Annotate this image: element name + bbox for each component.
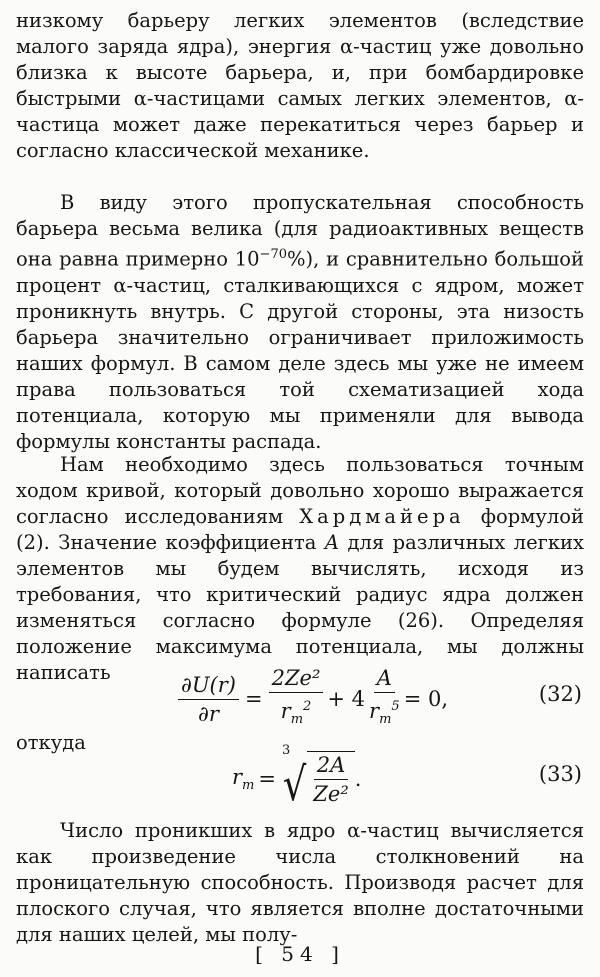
otkuda-label: откуда xyxy=(16,731,86,754)
paragraph-4: Число проникших в ядро α-частиц вычисляется как произведение числа столкновений на проницательную способность. Производя расчет для плоского случая, что является вполне достаточными для наших целей, мы полу- xyxy=(16,819,584,946)
eq32-term1-fraction: $\frac{\text{2Ze²}}{r_m^2}$ xyxy=(269,665,324,733)
percent-sign: % xyxy=(286,247,306,271)
paragraph-3: Нам необходимо здесь пользоваться точным ходом кривой, который довольно хорошо выражается согласно исследованиям Хардмайера формулой (2). Значение коэффициента A для различных легких элементов мы будем вычислять, исходя из требования, что критический радиус ядра должен изменяться согласно формуле (26). Определяя положение максимума потенциала, мы должны написать xyxy=(16,453,585,684)
equation-number-32: (32) xyxy=(538,682,582,706)
equation-33: $r_m$ = 3 √ $\frac{2A}{\text{Ze²}}$ . (33) xyxy=(232,743,582,811)
eq33-lhs: $r_m$ xyxy=(232,764,255,794)
eq33-fraction: $\frac{2A}{\text{Ze²}}$ xyxy=(313,753,349,806)
exponent: −70 xyxy=(259,247,287,262)
paragraph-2: В виду этого пропускательная способность барьера весьма велика (для радиоактивных веществ она равна примерно $10^{-70}\%$), и сравнительно большой процент α-частиц, сталкивающихся с ядром, может проникнуть внутрь. С другой стороны, эта низость барьера значительно ограничивает приложимость наших формул. В самом деле здесь мы уже не имеем права пользоваться той схематизацией хода потенциала, которую мы применяли для вывода формулы константы распада. xyxy=(16,191,584,453)
equation-number-33: (33) xyxy=(538,762,582,786)
coefficient-symbol: A xyxy=(324,531,339,554)
eq32-term2-fraction: $\frac{A}{r_m^5}$ xyxy=(369,665,400,728)
author-name: Хардмайера xyxy=(299,505,465,528)
equation-32: $\frac{\partial U(r)}{\partial r}$ = $\frac{\text{2Ze²}}{r_m^2}$ + 4 $\frac{A}{r_m^5}$ = 0, (32) xyxy=(0,664,600,734)
paragraph-1: низкому барьеру легких элементов (вследствие малого заряда ядра), энергия α-частиц уже довольно близка к высоте барьера, и, при бомбардировке быстрыми α-частицами самых легких элементов, α-частица может даже перекатиться через барьер и согласно классической механике. xyxy=(16,9,584,162)
page-number: [ 54 ] xyxy=(255,942,345,966)
cube-root: 3 √ $\frac{2A}{\text{Ze²}}$ xyxy=(280,751,355,807)
eq32-lhs-fraction: $\frac{\partial U(r)}{\partial r}$ xyxy=(178,672,239,727)
